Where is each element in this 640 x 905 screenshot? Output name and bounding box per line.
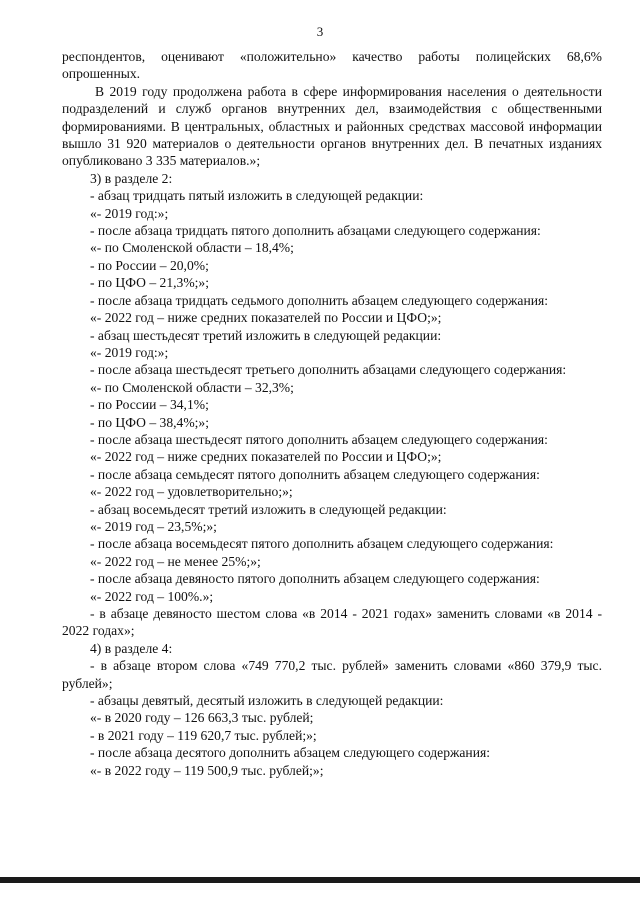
quoted-line: «- 2022 год – удовлетворительно;»; <box>90 484 293 500</box>
paragraph: - после абзаца тридцать седьмого дополнить абзацем следующего содержания: <box>90 292 549 308</box>
quoted-line: - по ЦФО – 21,3%;»; <box>90 275 209 291</box>
paragraph: - после абзаца восемьдесят пятого дополнить абзацем следующего содержания: <box>90 536 554 552</box>
paragraph: - после абзаца тридцать пятого дополнить абзацами следующего содержания: <box>90 223 541 239</box>
quoted-line: «- в 2020 году – 126 663,3 тыс. рублей; <box>90 710 314 726</box>
paragraph: - после абзаца десятого дополнить абзацем следующего содержания: <box>90 745 491 761</box>
bottom-scan-border <box>0 877 640 883</box>
paragraph: - после абзаца шестьдесят третьего дополнить абзацами следующего содержания: <box>90 362 567 378</box>
paragraph: - абзац шестьдесят третий изложить в следующей редакции: <box>90 327 442 343</box>
quoted-line: - по ЦФО – 38,4%;»; <box>90 414 209 430</box>
paragraph: - абзац восемьдесят третий изложить в следующей редакции: <box>90 501 447 517</box>
paragraph: - абзацы девятый, десятый изложить в следующей редакции: <box>90 693 444 709</box>
quoted-line: «- 2022 год – ниже средних показателей по России и ЦФО;»; <box>90 449 442 465</box>
paragraph: - абзац тридцать пятый изложить в следующей редакции: <box>90 188 424 204</box>
paragraph: - после абзаца шестьдесят пятого дополнить абзацем следующего содержания: <box>90 431 548 447</box>
quoted-line: «- 2019 год:»; <box>90 344 169 360</box>
quoted-line: «- 2019 год:»; <box>90 205 169 221</box>
quoted-line: «- по Смоленской области – 18,4%; <box>90 240 294 256</box>
quoted-line: «- 2019 год – 23,5%;»; <box>90 518 217 534</box>
section-heading: 3) в разделе 2: <box>90 170 173 186</box>
quoted-line: «- 2022 год – не менее 25%;»; <box>90 553 261 569</box>
quoted-line: «- 2022 год – 100%.»; <box>90 588 214 604</box>
document-body <box>62 48 602 779</box>
paragraph: респондентов, оценивают «положительно» качество работы полицейских 68,6% опрошенных. <box>62 49 602 82</box>
quoted-line: - по России – 20,0%; <box>90 257 209 273</box>
paragraph: - в абзаце втором слова «749 770,2 тыс. рублей» заменить словами «860 379,9 тыс. рублей»; <box>62 658 602 691</box>
quoted-line: - в 2021 году – 119 620,7 тыс. рублей;»; <box>90 727 317 743</box>
paragraph: В 2019 году продолжена работа в сфере информирования населения о деятельности подразделений и служб органов внутренних дел, взаимодействия с общественными формированиями. В центральных, областных и районных средствах массовой информации вышло 31 920 материалов о деятельности органов внутренних дел. В печатных изданиях опубликовано 3 335 материалов.»; <box>62 83 602 169</box>
quoted-line: «- по Смоленской области – 32,3%; <box>90 379 294 395</box>
section-heading: 4) в разделе 4: <box>90 640 173 656</box>
quoted-line: «- в 2022 году – 119 500,9 тыс. рублей;»; <box>90 762 324 778</box>
paragraph: - после абзаца девяносто пятого дополнить абзацем следующего содержания: <box>90 571 540 587</box>
paragraph: - в абзаце девяносто шестом слова «в 2014 - 2021 годах» заменить словами «в 2014 - 2022 годах»; <box>62 606 602 639</box>
quoted-line: «- 2022 год – ниже средних показателей по России и ЦФО;»; <box>90 310 442 326</box>
page-number: 3 <box>316 24 324 39</box>
paragraph: - после абзаца семьдесят пятого дополнить абзацем следующего содержания: <box>90 466 540 482</box>
quoted-line: - по России – 34,1%; <box>90 397 209 413</box>
